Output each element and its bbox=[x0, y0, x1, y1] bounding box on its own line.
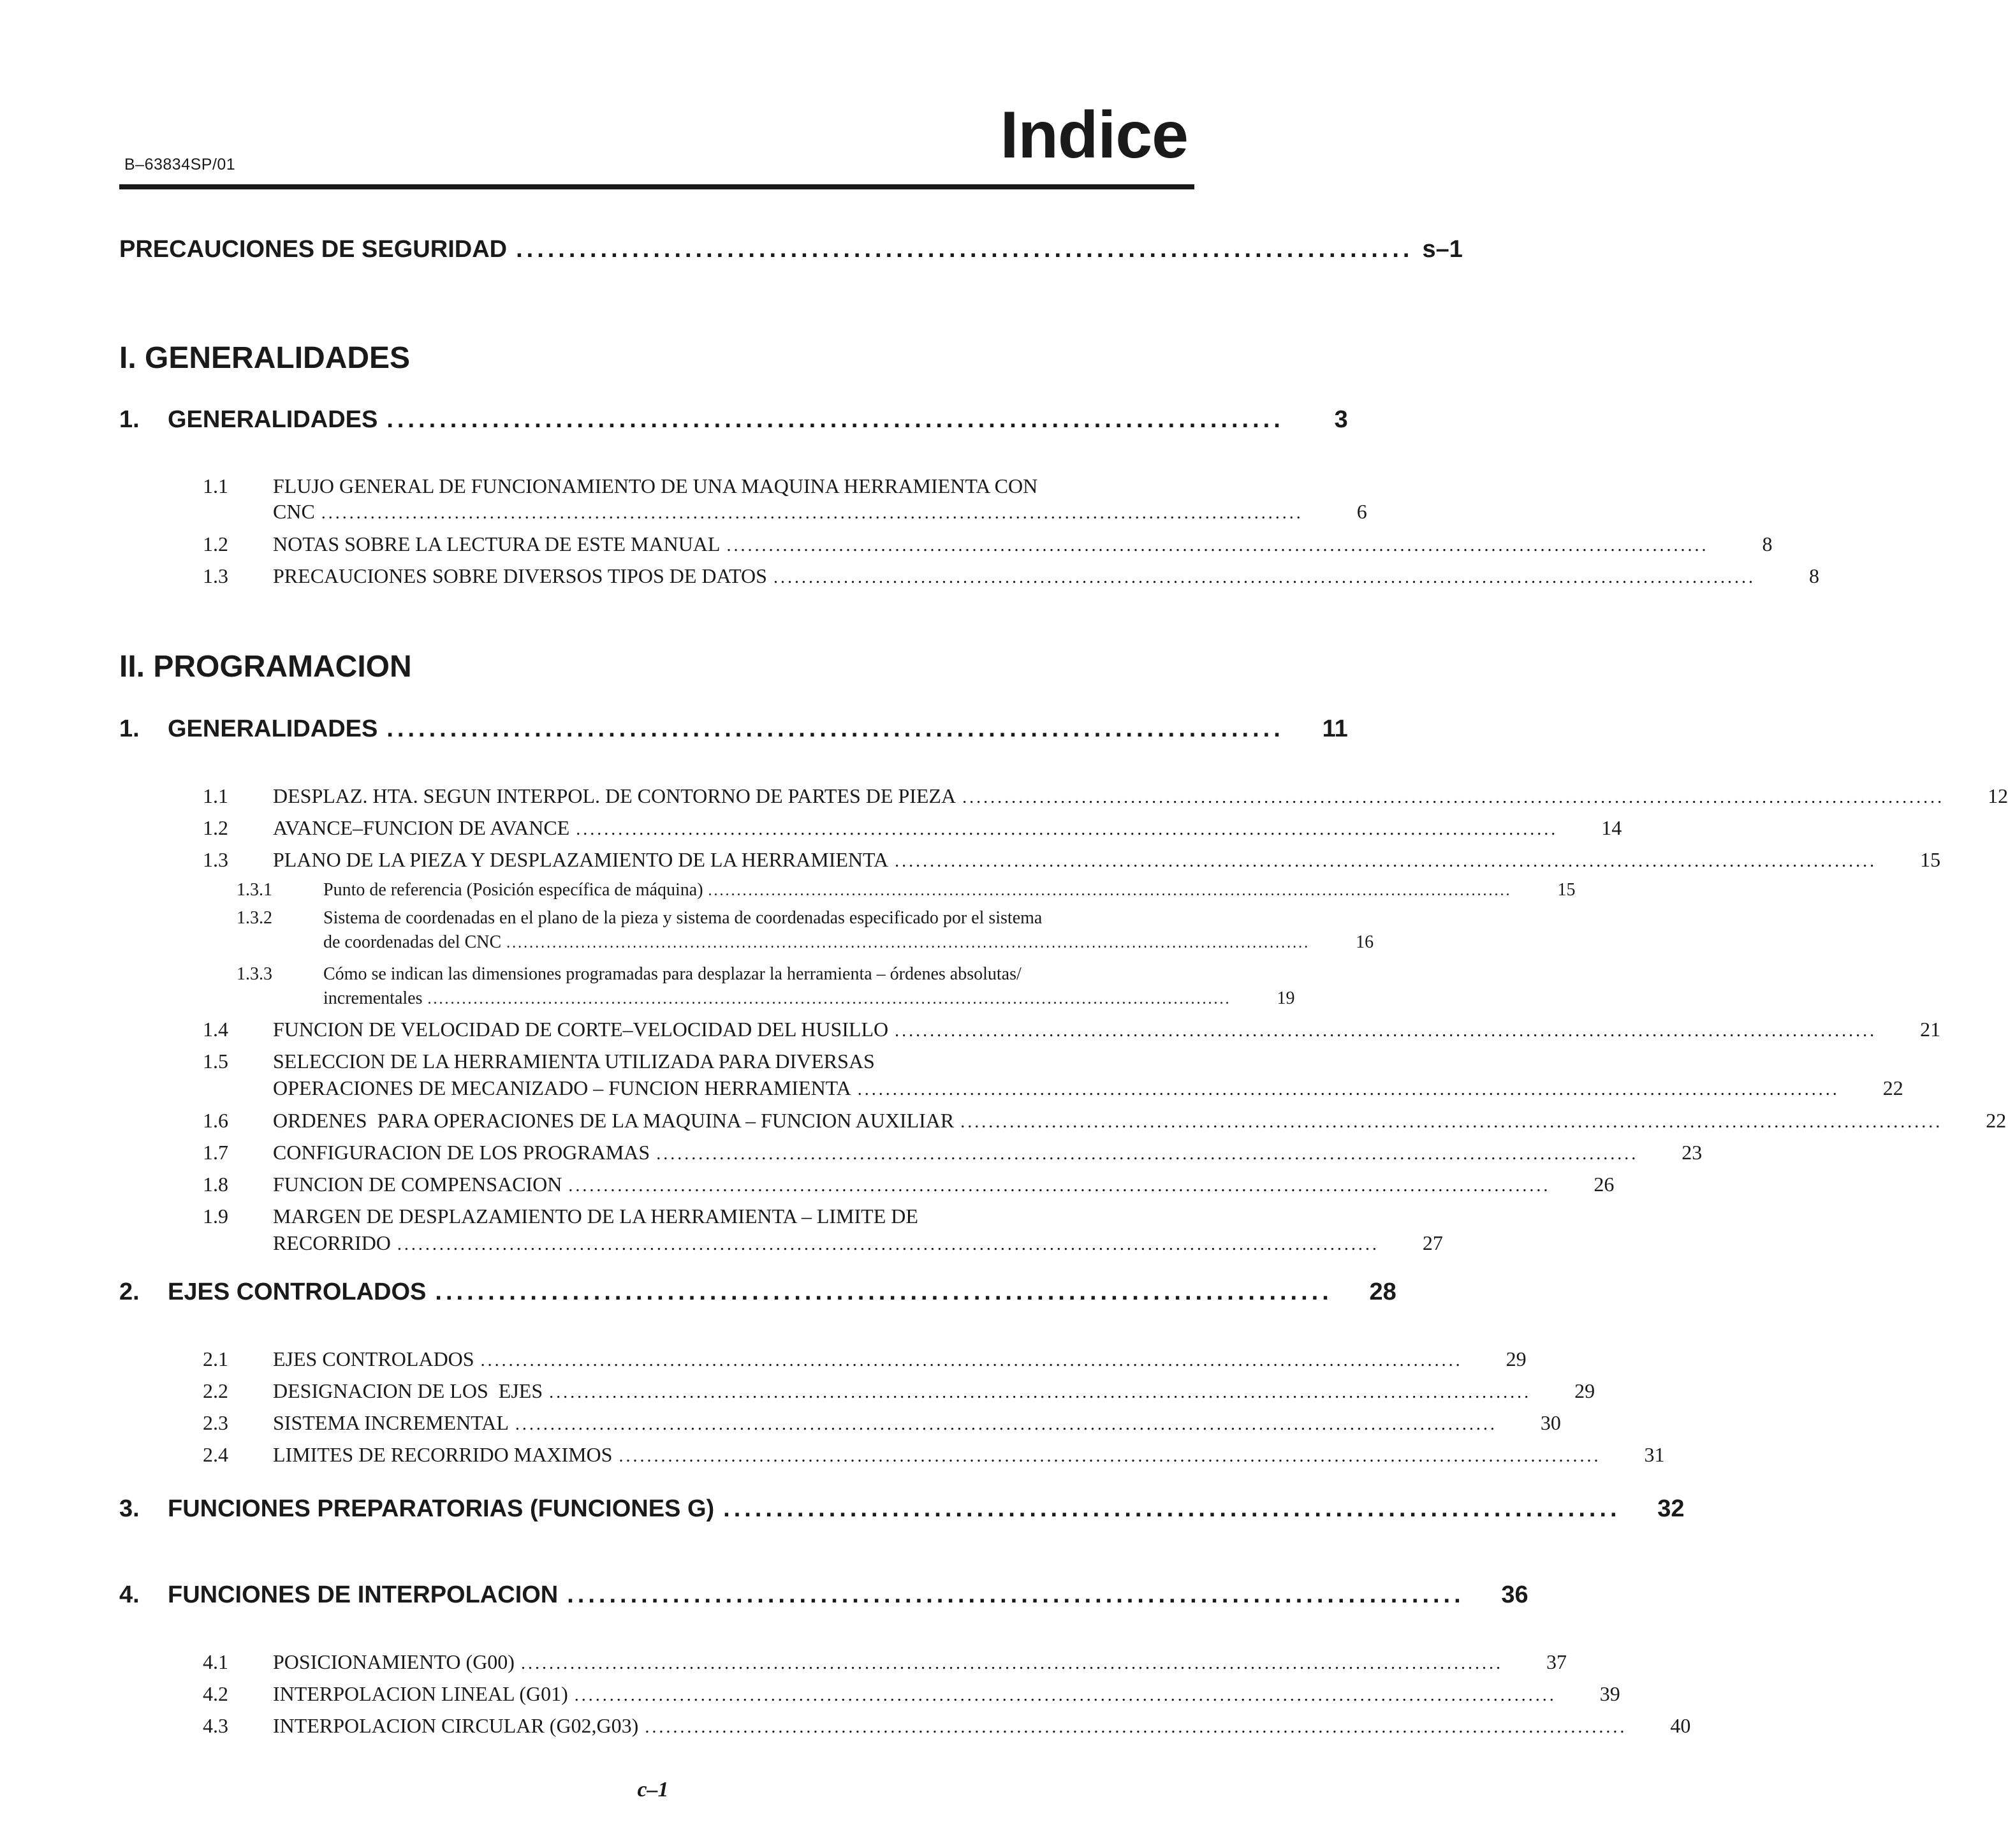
entry-title: PRECAUCIONES DE SEGURIDAD bbox=[119, 236, 508, 263]
header-rule bbox=[119, 184, 1194, 189]
toc-chapter-3[interactable] bbox=[119, 1495, 1685, 1523]
entry-page: 19 bbox=[1277, 988, 1295, 1008]
entry-title: DESIGNACION DE LOS EJES bbox=[273, 1379, 543, 1402]
toc-section-1-2[interactable] bbox=[203, 532, 1773, 556]
entry-title-cont: OPERACIONES DE MECANIZADO – FUNCION HERRAMIENTA bbox=[273, 1076, 851, 1099]
entry-page: 30 bbox=[1540, 1411, 1561, 1434]
toc-chapter-1[interactable] bbox=[119, 406, 1348, 434]
dot-leader: ..................................................................................... bbox=[723, 1495, 1621, 1522]
entry-number: 1.3.1 bbox=[237, 880, 272, 900]
entry-title: FLUJO GENERAL DE FUNCIONAMIENTO DE UNA MAQUINA HERRAMIENTA CON bbox=[273, 474, 1038, 497]
entry-number: 2.4 bbox=[203, 1443, 228, 1466]
dot-leader: ............................................................................................................................................ bbox=[708, 883, 1512, 899]
entry-title-cont: de coordenadas del CNC bbox=[323, 932, 502, 952]
entry-title: AVANCE–FUNCION DE AVANCE bbox=[273, 816, 570, 839]
dot-leader: ............................................................................................................................................ bbox=[397, 1235, 1379, 1254]
entry-number: 1.2 bbox=[203, 816, 228, 839]
entry-number: 1.4 bbox=[203, 1018, 228, 1041]
toc-section-1-7[interactable] bbox=[203, 1141, 1703, 1164]
toc-entry-safety[interactable] bbox=[119, 236, 1463, 263]
toc-chapter-1[interactable] bbox=[119, 715, 1348, 743]
toc-section-1-3[interactable] bbox=[203, 564, 1819, 588]
entry-number: 1.3.3 bbox=[237, 964, 272, 984]
toc-section-1-9-line1[interactable] bbox=[203, 1205, 918, 1228]
entry-title: FUNCIONES DE INTERPOLACION bbox=[168, 1581, 559, 1608]
toc-section-1-1[interactable] bbox=[203, 784, 2008, 808]
toc-section-1-1[interactable] bbox=[273, 500, 1367, 524]
entry-title: NOTAS SOBRE LA LECTURA DE ESTE MANUAL bbox=[273, 532, 721, 555]
entry-page: 15 bbox=[1920, 848, 1941, 871]
dot-leader: ............................................................................................................................................ bbox=[962, 788, 1945, 807]
entry-title-cont: CNC bbox=[273, 500, 315, 523]
dot-leader: ............................................................................................................................................ bbox=[773, 568, 1755, 587]
entry-number: 2. bbox=[119, 1279, 140, 1305]
entry-number: 2.1 bbox=[203, 1347, 228, 1370]
dot-leader: ............................................................................................................................................ bbox=[857, 1080, 1840, 1099]
entry-page: 8 bbox=[1808, 564, 1819, 587]
entry-title-cont: RECORRIDO bbox=[273, 1231, 391, 1254]
dot-leader: ..................................................................................... bbox=[435, 1279, 1333, 1305]
toc-subsection-1-3-2-line1[interactable] bbox=[237, 908, 1042, 928]
entry-page: 11 bbox=[1322, 715, 1348, 742]
dot-leader: ............................................................................................................................................ bbox=[576, 819, 1558, 839]
dot-leader: ............................................................................................................................................ bbox=[427, 991, 1231, 1008]
toc-subsection-1-3-1[interactable] bbox=[237, 880, 1576, 900]
dot-leader: ............................................................................................................................................ bbox=[895, 1021, 1877, 1041]
entry-page: 36 bbox=[1501, 1581, 1528, 1608]
dot-leader: ............................................................................................................................................ bbox=[895, 851, 1877, 871]
toc-section-1-2[interactable] bbox=[203, 816, 1622, 840]
dot-leader: ............................................................................................................................................ bbox=[645, 1717, 1627, 1737]
toc-section-2-2[interactable] bbox=[203, 1379, 1595, 1403]
entry-title: POSICIONAMIENTO (G00) bbox=[273, 1650, 515, 1673]
entry-number: 1.3 bbox=[203, 564, 228, 587]
toc-section-2-1[interactable] bbox=[203, 1347, 1527, 1371]
entry-title: LIMITES DE RECORRIDO MAXIMOS bbox=[273, 1443, 613, 1466]
entry-number: 4.2 bbox=[203, 1682, 228, 1705]
entry-title: ORDENES PARA OPERACIONES DE LA MAQUINA – FUNCION AUXILIAR bbox=[273, 1109, 955, 1132]
entry-title: INTERPOLACION CIRCULAR (G02,G03) bbox=[273, 1714, 639, 1737]
entry-number: 1.7 bbox=[203, 1141, 228, 1164]
entry-number: 1.1 bbox=[203, 784, 228, 807]
entry-title: Cómo se indican las dimensiones programadas para desplazar la herramienta – órdenes absolutas/ bbox=[323, 964, 1022, 984]
entry-page: 22 bbox=[1986, 1109, 2007, 1132]
dot-leader: ............................................................................................................................................ bbox=[568, 1176, 1551, 1196]
entry-title: Punto de referencia (Posición específica de máquina) bbox=[323, 880, 703, 900]
entry-number: 1. bbox=[119, 715, 140, 742]
toc-subsection-1-3-3-line1[interactable] bbox=[237, 964, 1022, 985]
toc-section-4-1[interactable] bbox=[203, 1650, 1567, 1674]
dot-leader: ............................................................................................................................................ bbox=[574, 1685, 1557, 1705]
entry-title: SELECCION DE LA HERRAMIENTA UTILIZADA PARA DIVERSAS bbox=[273, 1050, 875, 1073]
entry-title: PRECAUCIONES SOBRE DIVERSOS TIPOS DE DATOS bbox=[273, 564, 767, 587]
entry-page: 37 bbox=[1546, 1650, 1567, 1673]
entry-number: 1.9 bbox=[203, 1205, 228, 1228]
entry-title: SISTEMA INCREMENTAL bbox=[273, 1411, 509, 1434]
entry-number: 1.3 bbox=[203, 848, 228, 871]
toc-subsection-1-3-2[interactable] bbox=[323, 932, 1374, 953]
entry-page: 16 bbox=[1356, 932, 1374, 952]
entry-title: EJES CONTROLADOS bbox=[168, 1279, 427, 1305]
dot-leader: ..................................................................................... bbox=[386, 406, 1284, 433]
entry-title-cont: incrementales bbox=[323, 988, 423, 1008]
page-title: Indice bbox=[1000, 98, 1188, 172]
entry-title: CONFIGURACION DE LOS PROGRAMAS bbox=[273, 1141, 650, 1164]
entry-page: 26 bbox=[1594, 1173, 1615, 1196]
entry-page: 22 bbox=[1882, 1076, 1903, 1099]
entry-page: 29 bbox=[1574, 1379, 1595, 1402]
toc-section-1-6[interactable] bbox=[203, 1109, 2007, 1133]
entry-page: 6 bbox=[1356, 500, 1367, 523]
toc-section-1-1-line1[interactable] bbox=[203, 474, 1037, 498]
toc-section-4-2[interactable] bbox=[203, 1682, 1620, 1706]
toc-section-1-8[interactable] bbox=[203, 1173, 1615, 1196]
dot-leader: ............................................................................................................................................ bbox=[480, 1351, 1463, 1370]
entry-number: 4. bbox=[119, 1581, 140, 1608]
entry-title: FUNCION DE VELOCIDAD DE CORTE–VELOCIDAD DEL HUSILLO bbox=[273, 1018, 889, 1041]
entry-page: 32 bbox=[1657, 1495, 1685, 1522]
dot-leader: ............................................................................................................................................ bbox=[515, 1414, 1497, 1434]
dot-leader: ............................................................................................................................................ bbox=[726, 536, 1709, 555]
entry-number: 2.2 bbox=[203, 1379, 228, 1402]
entry-page: 21 bbox=[1920, 1018, 1941, 1041]
entry-title: INTERPOLACION LINEAL (G01) bbox=[273, 1682, 568, 1705]
entry-title: MARGEN DE DESPLAZAMIENTO DE LA HERRAMIENTA – LIMITE DE bbox=[273, 1205, 918, 1228]
toc-section-1-4[interactable] bbox=[203, 1018, 1941, 1041]
entry-page: 8 bbox=[1762, 532, 1773, 555]
entry-page: 12 bbox=[1988, 784, 2008, 807]
toc-chapter-4[interactable] bbox=[119, 1581, 1528, 1609]
entry-number: 1.6 bbox=[203, 1109, 228, 1132]
entry-page: 40 bbox=[1670, 1714, 1691, 1737]
entry-page: 3 bbox=[1334, 406, 1348, 433]
entry-title: EJES CONTROLADOS bbox=[273, 1347, 474, 1370]
toc-section-1-5[interactable] bbox=[273, 1076, 1903, 1100]
dot-leader: ............................................................................................................................................ bbox=[520, 1654, 1503, 1673]
entry-title: FUNCION DE COMPENSACION bbox=[273, 1173, 562, 1196]
entry-number: 4.1 bbox=[203, 1650, 228, 1673]
entry-number: 4.3 bbox=[203, 1714, 228, 1737]
dot-leader: ............................................................................................................................................ bbox=[506, 935, 1310, 951]
toc-chapter-2[interactable] bbox=[119, 1279, 1396, 1306]
entry-number: 1. bbox=[119, 406, 140, 433]
entry-number: 1.8 bbox=[203, 1173, 228, 1196]
entry-title: GENERALIDADES bbox=[168, 406, 378, 433]
page-number-footer: c–1 bbox=[637, 1778, 669, 1801]
dot-leader: ..................................................................................... bbox=[386, 715, 1284, 742]
dot-leader: ..................................................................................... bbox=[516, 236, 1414, 263]
dot-leader: ............................................................................................................................................ bbox=[619, 1446, 1601, 1466]
toc-section-1-9[interactable] bbox=[273, 1231, 1443, 1255]
dot-leader: ............................................................................................................................................ bbox=[960, 1112, 1943, 1132]
entry-title: FUNCIONES PREPARATORIAS (FUNCIONES G) bbox=[168, 1495, 715, 1522]
entry-number: 3. bbox=[119, 1495, 140, 1522]
entry-number: 1.1 bbox=[203, 474, 228, 497]
entry-title: DESPLAZ. HTA. SEGUN INTERPOL. DE CONTORNO DE PARTES DE PIEZA bbox=[273, 784, 956, 807]
entry-page: 27 bbox=[1422, 1231, 1443, 1254]
entry-number: 2.3 bbox=[203, 1411, 228, 1434]
part-title-2: II. PROGRAMACION bbox=[119, 650, 412, 684]
toc-section-1-5-line1[interactable] bbox=[203, 1050, 875, 1073]
entry-title: Sistema de coordenadas en el plano de la pieza y sistema de coordenadas especificado por el sistema bbox=[323, 908, 1043, 928]
entry-title: GENERALIDADES bbox=[168, 715, 378, 742]
part-title-1: I. GENERALIDADES bbox=[119, 341, 411, 375]
entry-page: 29 bbox=[1506, 1347, 1527, 1370]
entry-page: 39 bbox=[1599, 1682, 1620, 1705]
dot-leader: ............................................................................................................................................ bbox=[321, 503, 1303, 523]
entry-title: PLANO DE LA PIEZA Y DESPLAZAMIENTO DE LA HERRAMIENTA bbox=[273, 848, 889, 871]
dot-leader: ..................................................................................... bbox=[567, 1581, 1465, 1608]
entry-page: 23 bbox=[1682, 1141, 1703, 1164]
entry-number: 1.3.2 bbox=[237, 908, 272, 928]
toc-subsection-1-3-3[interactable] bbox=[323, 988, 1295, 1009]
entry-page: 28 bbox=[1369, 1279, 1396, 1305]
entry-page: 31 bbox=[1644, 1443, 1665, 1466]
document-code: B–63834SP/01 bbox=[124, 156, 236, 173]
entry-number: 1.2 bbox=[203, 532, 228, 555]
toc-section-4-3[interactable] bbox=[203, 1714, 1691, 1738]
toc-section-2-4[interactable] bbox=[203, 1443, 1665, 1467]
toc-section-2-3[interactable] bbox=[203, 1411, 1561, 1435]
toc-section-1-3[interactable] bbox=[203, 848, 1941, 872]
entry-page: s–1 bbox=[1422, 236, 1463, 263]
dot-leader: ............................................................................................................................................ bbox=[549, 1382, 1532, 1402]
dot-leader: ............................................................................................................................................ bbox=[656, 1144, 1639, 1164]
entry-page: 14 bbox=[1601, 816, 1622, 839]
entry-page: 15 bbox=[1557, 880, 1576, 900]
entry-number: 1.5 bbox=[203, 1050, 228, 1073]
